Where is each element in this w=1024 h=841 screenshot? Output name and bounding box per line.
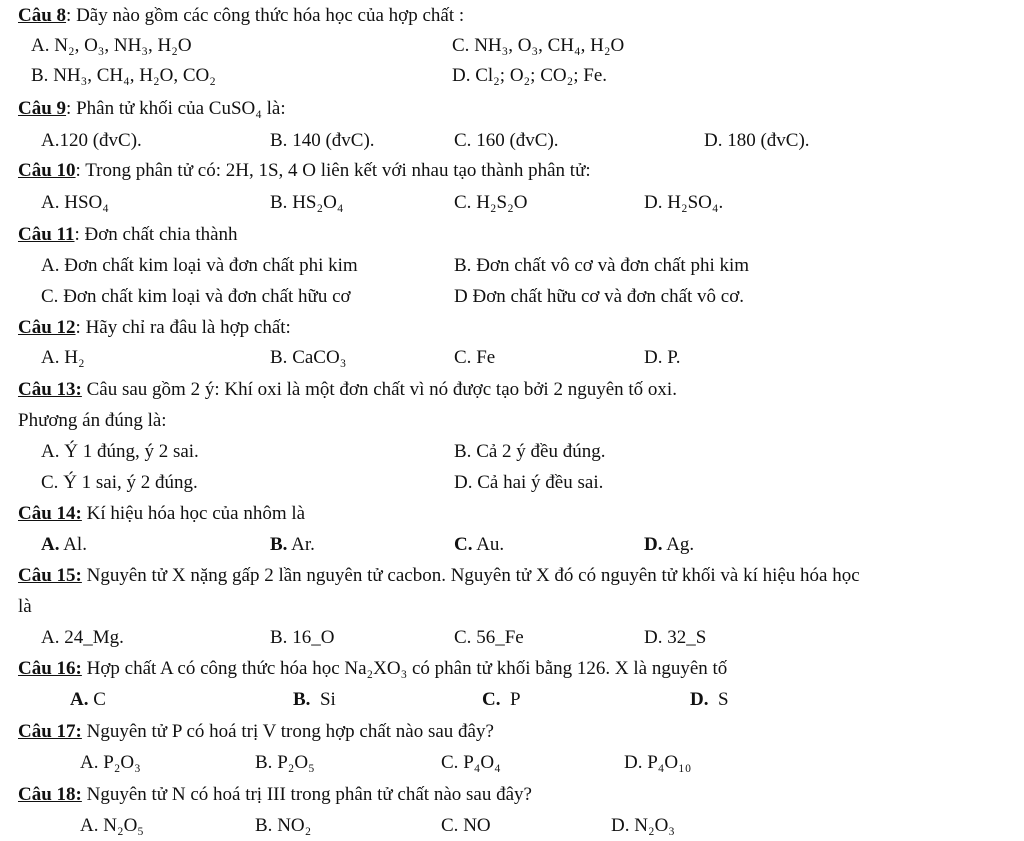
- question-text: Câu sau gồm 2 ý: Khí oxi là một đơn chất vì nó được tạo bởi 2 nguyên tố oxi.: [81, 379, 677, 400]
- answer-option: [452, 64, 607, 88]
- answer-option: [644, 191, 723, 215]
- option-text: N₂, O₃, NH₃, H₂O: [54, 35, 192, 56]
- question-9: [18, 97, 286, 121]
- answer-option: [270, 191, 343, 215]
- option-text: HSO₄: [64, 192, 109, 213]
- option-letter: A.: [41, 130, 60, 151]
- option-text: Ar.: [291, 534, 315, 555]
- option-text: N₂O₅: [103, 815, 144, 836]
- option-text: 16_O: [292, 627, 335, 648]
- question-label: Câu 15:: [18, 565, 82, 586]
- option-letter: D.: [454, 472, 473, 493]
- option-text: HS₂O₄: [292, 192, 344, 213]
- option-text: P.: [667, 347, 681, 368]
- question-label: Câu 8: [18, 5, 67, 26]
- option-text: NH₃, CH₄, H₂O, CO₂: [53, 65, 216, 86]
- option-letter: B.: [454, 255, 472, 276]
- option-letter: C.: [441, 815, 459, 836]
- answer-option: [624, 751, 691, 775]
- answer-option: [270, 626, 334, 650]
- answer-option: [41, 285, 351, 309]
- option-letter: A.: [80, 752, 99, 773]
- option-letter: A.: [31, 35, 50, 56]
- question-label: Câu 13:: [18, 379, 82, 400]
- option-letter: A.: [41, 255, 60, 276]
- option-text: Ag.: [666, 534, 695, 555]
- option-letter: D.: [452, 65, 471, 86]
- option-letter: C.: [41, 286, 59, 307]
- option-text: N₂O₃: [634, 815, 675, 836]
- option-text: Đơn chất kim loại và đơn chất hữu cơ: [63, 286, 351, 307]
- option-letter: D.: [690, 689, 709, 710]
- option-letter: D.: [644, 347, 663, 368]
- option-letter: D: [454, 286, 468, 307]
- answer-option: [270, 129, 375, 153]
- question-text: Nguyên tử P có hoá trị V trong hợp chất nào sau đây?: [81, 721, 494, 742]
- question-text: Kí hiệu hóa học của nhôm là: [81, 503, 306, 524]
- answer-option: [41, 626, 124, 650]
- option-letter: B.: [454, 441, 472, 462]
- option-text: Au.: [476, 534, 505, 555]
- option-text: Ý 1 sai, ý 2 đúng.: [63, 472, 198, 493]
- option-letter: D.: [644, 534, 663, 555]
- question-17: [18, 720, 494, 744]
- answer-option: [41, 191, 109, 215]
- answer-option: [454, 471, 603, 495]
- option-text: Đơn chất kim loại và đơn chất phi kim: [64, 255, 358, 276]
- question-10: [18, 159, 591, 183]
- answer-option: [441, 814, 491, 838]
- option-letter: B.: [270, 627, 288, 648]
- answer-option: [454, 626, 524, 650]
- option-letter: C.: [454, 347, 472, 368]
- option-letter: B.: [270, 192, 288, 213]
- option-text: P: [509, 689, 521, 710]
- question-12: [18, 316, 291, 340]
- option-text: P₂O₅: [277, 752, 315, 773]
- answer-option: [41, 129, 142, 153]
- option-text: P₂O₃: [103, 752, 141, 773]
- option-letter: C.: [454, 627, 472, 648]
- question-8: [18, 4, 464, 28]
- answer-option: [41, 533, 87, 557]
- option-text: Đơn chất hữu cơ và đơn chất vô cơ.: [472, 286, 745, 307]
- answer-option: [31, 64, 216, 88]
- option-text: NH₃, O₃, CH₄, H₂O: [474, 35, 625, 56]
- question-text: Nguyên tử N có hoá trị III trong phân tử chất nào sau đây?: [81, 784, 532, 805]
- question-text: : Hãy chỉ ra đâu là hợp chất:: [75, 317, 291, 338]
- option-text: S: [717, 689, 729, 710]
- answer-option: [611, 814, 675, 838]
- option-text: 180 (đvC).: [727, 130, 810, 151]
- option-text: Al.: [63, 534, 87, 555]
- question-label: Câu 12: [18, 317, 76, 338]
- answer-option: [644, 626, 706, 650]
- question-text: : Trong phân tử có: 2H, 1S, 4 O liên kết với nhau tạo thành phân tử:: [75, 160, 591, 181]
- option-letter: C.: [454, 130, 472, 151]
- option-letter: A.: [41, 347, 60, 368]
- option-letter: A.: [70, 689, 89, 710]
- question-text: Hợp chất A có công thức hóa học Na₂XO₃ có phân tử khối bằng 126. X là nguyên tố: [81, 658, 728, 679]
- option-letter: A.: [41, 192, 60, 213]
- option-text: NO₂: [277, 815, 312, 836]
- question-14: [18, 502, 305, 526]
- option-text: H₂: [64, 347, 85, 368]
- answer-option: [454, 254, 749, 278]
- option-letter: C.: [454, 534, 473, 555]
- answer-option: [293, 688, 336, 712]
- answer-option: [454, 129, 559, 153]
- question-label: Câu 10: [18, 160, 76, 181]
- option-letter: A.: [80, 815, 99, 836]
- question-15: [18, 564, 860, 588]
- option-text: CaCO₃: [292, 347, 347, 368]
- option-text: H₂SO₄.: [667, 192, 724, 213]
- option-letter: B.: [293, 689, 311, 710]
- option-text: Cả hai ý đều sai.: [477, 472, 604, 493]
- option-text: P₄O₁₀: [647, 752, 692, 773]
- option-letter: B.: [270, 534, 288, 555]
- answer-option: [644, 346, 680, 370]
- option-text: NO: [463, 815, 491, 836]
- option-letter: C.: [41, 472, 59, 493]
- option-letter: B.: [270, 347, 288, 368]
- question-text: : Dãy nào gồm các công thức hóa học của hợp chất :: [66, 5, 465, 26]
- option-text: Cl₂; O₂; CO₂; Fe.: [475, 65, 608, 86]
- question-label: Câu 18:: [18, 784, 82, 805]
- answer-option: [41, 471, 198, 495]
- option-letter: B.: [31, 65, 49, 86]
- option-letter: C.: [452, 35, 470, 56]
- option-text: H₂S₂O: [476, 192, 528, 213]
- question-11: [18, 223, 238, 247]
- answer-option: [80, 751, 141, 775]
- answer-option: [70, 688, 106, 712]
- option-text: 24_Mg.: [64, 627, 124, 648]
- option-letter: D.: [644, 192, 663, 213]
- answer-option: [454, 533, 504, 557]
- answer-option: [31, 34, 192, 58]
- option-letter: C.: [454, 192, 472, 213]
- answer-option: [454, 285, 744, 309]
- answer-option: [441, 751, 501, 775]
- option-letter: A.: [41, 534, 60, 555]
- question-label: Câu 17:: [18, 721, 82, 742]
- option-text: 140 (đvC).: [292, 130, 375, 151]
- option-text: C: [93, 689, 106, 710]
- question-continuation: Phương án đúng là:: [18, 410, 167, 431]
- option-letter: A.: [41, 627, 60, 648]
- answer-option: [80, 814, 144, 838]
- question-18: [18, 783, 532, 807]
- question-label: Câu 9: [18, 98, 67, 119]
- question-text: : Phân tử khối của CuSO₄ là:: [66, 98, 286, 119]
- option-text: P₄O₄: [463, 752, 501, 773]
- question-continuation: là: [18, 596, 32, 617]
- answer-option: [270, 346, 346, 370]
- option-letter: D.: [704, 130, 723, 151]
- answer-option: [644, 533, 694, 557]
- answer-option: [482, 688, 521, 712]
- question-text: : Đơn chất chia thành: [74, 224, 238, 245]
- option-text: Fe: [476, 347, 496, 368]
- option-text: 120 (đvC).: [59, 130, 142, 151]
- option-text: Si: [319, 689, 336, 710]
- option-letter: B.: [270, 130, 288, 151]
- option-text: 32_S: [667, 627, 707, 648]
- answer-option: [41, 346, 85, 370]
- option-letter: B.: [255, 752, 273, 773]
- answer-option: [452, 34, 624, 58]
- answer-option: [41, 254, 358, 278]
- question-16: [18, 657, 727, 681]
- answer-option: [704, 129, 810, 153]
- answer-option: [41, 440, 199, 464]
- option-letter: D.: [644, 627, 663, 648]
- option-letter: D.: [624, 752, 643, 773]
- option-letter: D.: [611, 815, 630, 836]
- answer-option: [690, 688, 729, 712]
- question-13: [18, 378, 677, 402]
- answer-option: [255, 751, 315, 775]
- answer-option: [454, 191, 527, 215]
- option-text: Cả 2 ý đều đúng.: [476, 441, 606, 462]
- option-letter: C.: [482, 689, 501, 710]
- answer-option: [454, 346, 495, 370]
- option-text: 160 (đvC).: [476, 130, 559, 151]
- question-label: Câu 14:: [18, 503, 82, 524]
- answer-option: [270, 533, 315, 557]
- option-letter: B.: [255, 815, 273, 836]
- option-text: Ý 1 đúng, ý 2 sai.: [64, 441, 199, 462]
- question-text: Nguyên tử X nặng gấp 2 lần nguyên tử cacbon. Nguyên tử X đó có nguyên tử khối và kí hiệu hóa học: [81, 565, 860, 586]
- question-label: Câu 11: [18, 224, 75, 245]
- question-label: Câu 16:: [18, 658, 82, 679]
- option-letter: C.: [441, 752, 459, 773]
- answer-option: [454, 440, 605, 464]
- option-text: Đơn chất vô cơ và đơn chất phi kim: [476, 255, 750, 276]
- answer-option: [255, 814, 311, 838]
- option-text: 56_Fe: [476, 627, 524, 648]
- option-letter: A.: [41, 441, 60, 462]
